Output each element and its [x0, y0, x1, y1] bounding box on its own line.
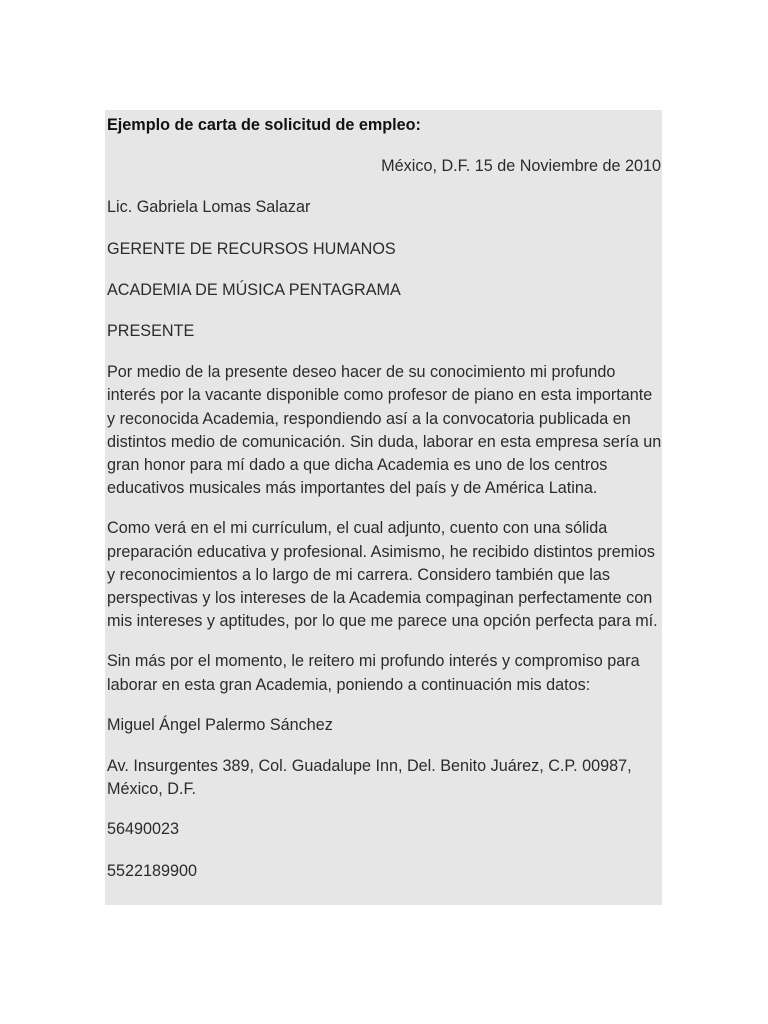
letter-title: Ejemplo de carta de solicitud de empleo:: [107, 116, 421, 134]
sender-phone-2: 5522189900: [107, 861, 198, 880]
presente-label: PRESENTE: [107, 322, 195, 341]
sender-phone-1: 56490023: [107, 820, 180, 839]
body-paragraph-3: Sin más por el momento, le reitero mi profundo interés y compromiso para laborar en esta gran Academia, poniendo a continuación mis datos:: [107, 652, 640, 694]
recipient-position: GERENTE DE RECURSOS HUMANOS: [107, 239, 396, 258]
body-paragraph-1: Por medio de la presente deseo hacer de su conocimiento mi profundo interés por la vacante disponible como profesor de piano en esta importante y reconocida Academia, respondiendo así a la convocatoria publicada en distintos medio de comunicación. Sin duda, laborar en esta empresa sería un gran honor para mí dado a que dicha Academia es uno de los centros educativos musicales más importantes del país y de América Latina.: [107, 363, 662, 498]
letter-date: México, D.F. 15 de Noviembre de 2010: [381, 157, 661, 176]
sender-address: Av. Insurgentes 389, Col. Guadalupe Inn, Del. Benito Juárez, C.P. 00987, México, D.F.: [107, 757, 632, 799]
letter-document: [105, 110, 662, 905]
sender-name: Miguel Ángel Palermo Sánchez: [107, 715, 333, 734]
recipient-company: ACADEMIA DE MÚSICA PENTAGRAMA: [107, 280, 401, 299]
recipient-name: Lic. Gabriela Lomas Salazar: [107, 198, 311, 217]
body-paragraph-2: Como verá en el mi currículum, el cual adjunto, cuento con una sólida preparación educativa y profesional. Asimismo, he recibido distintos premios y reconocimientos a lo largo de mi carrera. Considero también que las perspectivas y los intereses de la Academia compaginan perfectamente con mis intereses y aptitudes, por lo que me parece una opción perfecta para mí.: [107, 519, 658, 631]
